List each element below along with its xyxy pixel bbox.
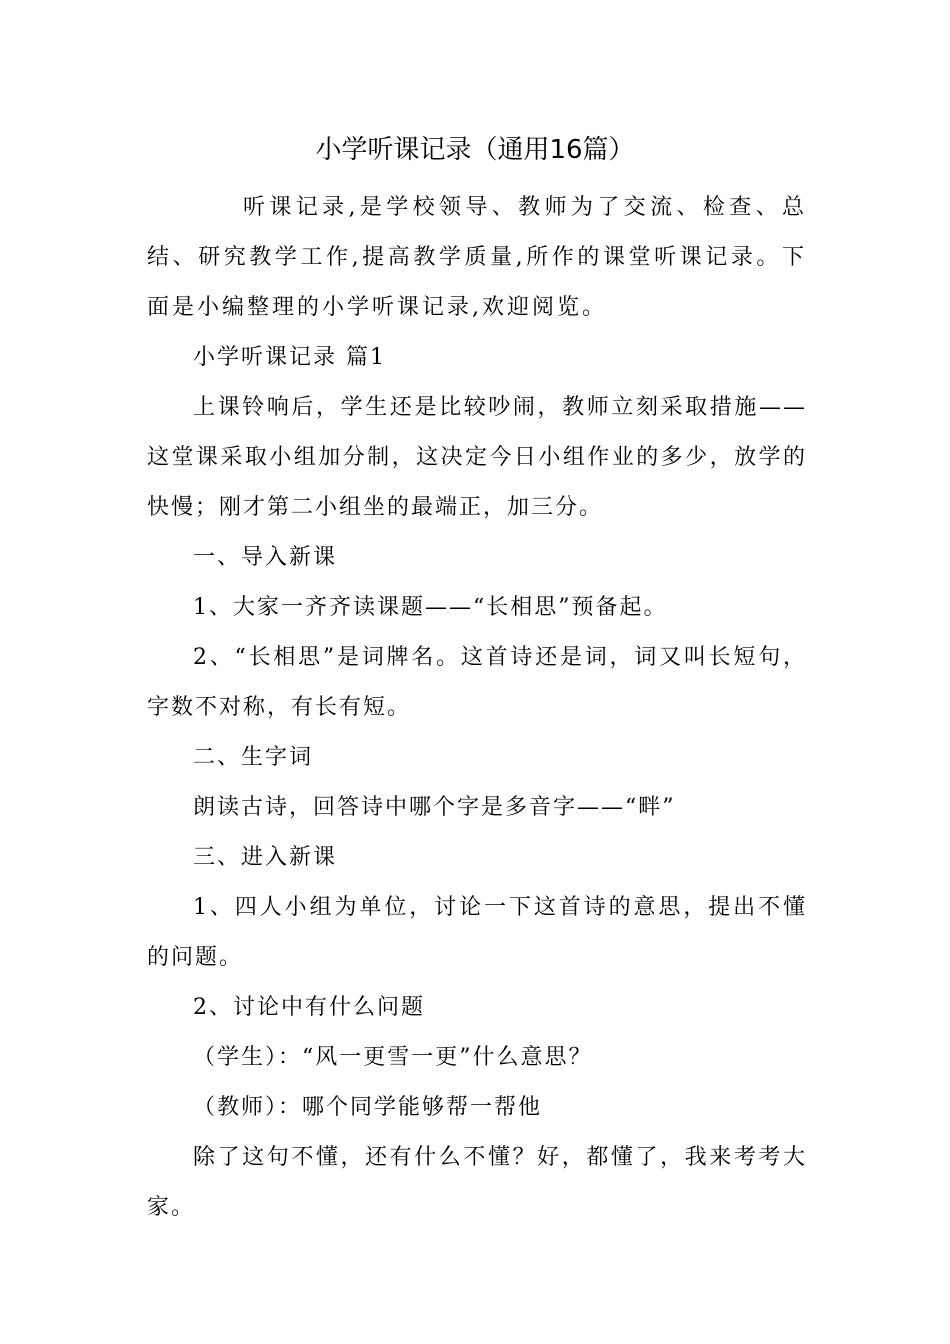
body-paragraph: 1、四人小组为单位，讨论一下这首诗的意思，提出不懂的问题。 xyxy=(147,895,807,970)
body-paragraph: 除了这句不懂，还有什么不懂？好，都懂了，我来考考大家。 xyxy=(147,1145,807,1220)
section-heading: 小学听课记录 篇1 xyxy=(193,345,386,370)
dialogue-line: （学生）：“风一更雪一更”什么意思？ xyxy=(193,1045,593,1070)
intro-paragraph: 听课记录,是学校领导、教师为了交流、检查、总结、研究教学工作,提高教学质量,所作的课堂听课记录。下面是小编整理的小学听课记录,欢迎阅览。 xyxy=(147,195,807,320)
document-body xyxy=(147,183,807,1233)
body-paragraph: 上课铃响后，学生还是比较吵闹，教师立刻采取措施——这堂课采取小组加分制，这决定今日小组作业的多少，放学的快慢；刚才第二小组坐的最端正，加三分。 xyxy=(147,395,807,520)
body-paragraph: 2、讨论中有什么问题 xyxy=(193,995,425,1020)
subsection-heading: 三、进入新课 xyxy=(193,845,338,870)
body-paragraph: 2、“长相思”是词牌名。这首诗还是词，词又叫长短句，字数不对称，有长有短。 xyxy=(147,645,807,720)
body-paragraph: 朗读古诗，回答诗中哪个字是多音字——“畔” xyxy=(193,795,676,820)
dialogue-line: （教师）：哪个同学能够帮一帮他 xyxy=(193,1095,543,1120)
subsection-heading: 一、导入新课 xyxy=(193,545,338,570)
document-title: 小学听课记录（通用16篇） xyxy=(315,135,635,165)
body-paragraph: 1、大家一齐齐读课题——“长相思”预备起。 xyxy=(193,595,668,620)
subsection-heading: 二、生字词 xyxy=(193,745,314,770)
